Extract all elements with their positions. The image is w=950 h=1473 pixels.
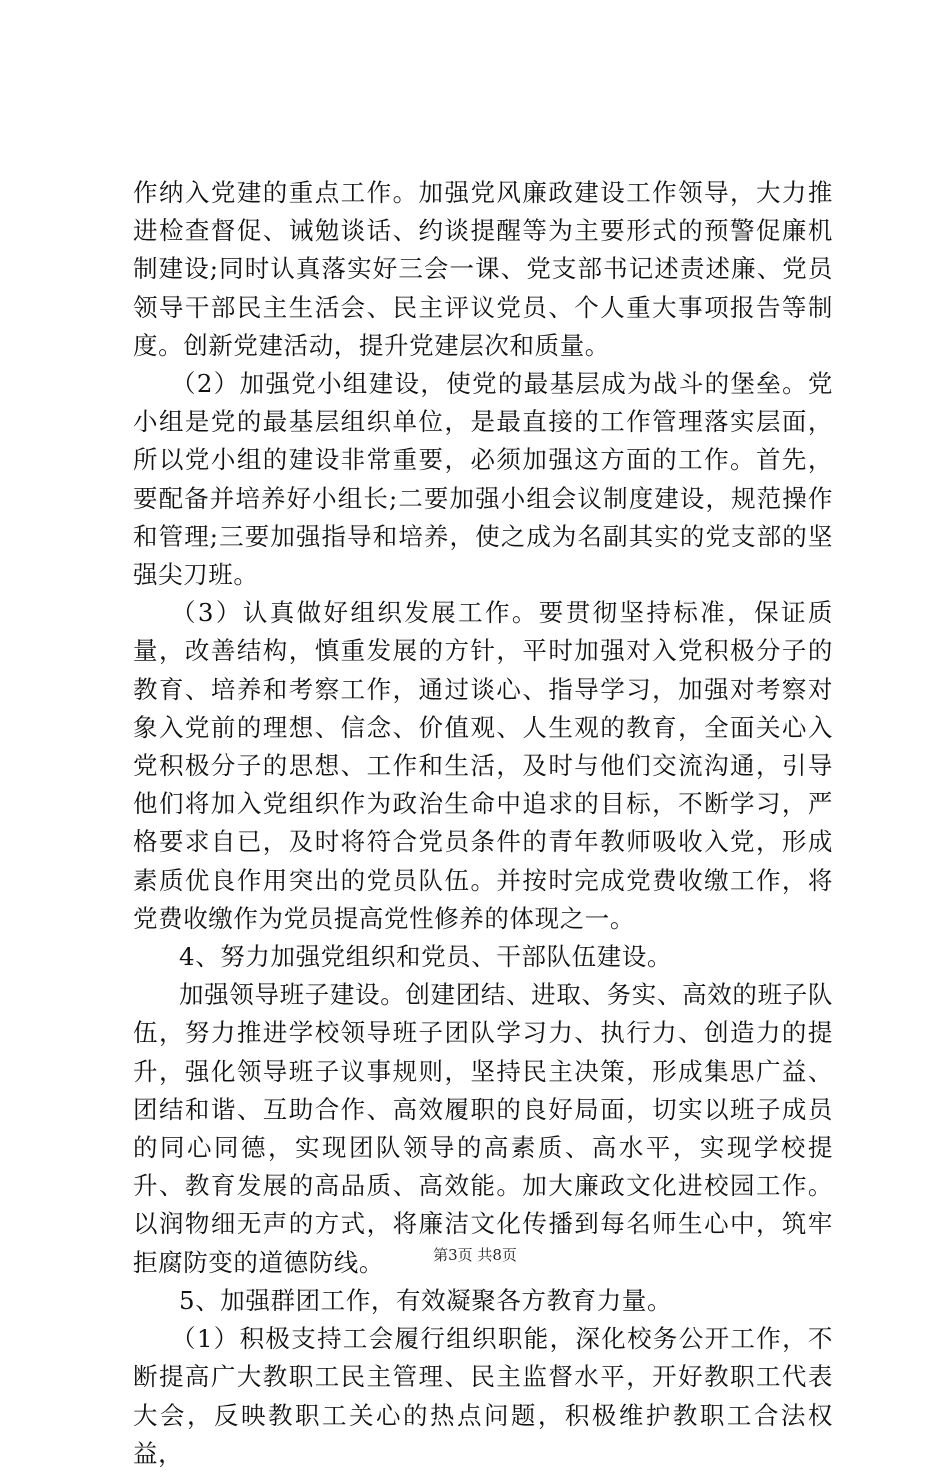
paragraph-organization-development: （3）认真做好组织发展工作。要贯彻坚持标准，保证质量，改善结构，慎重发展的方针，平时加强对入党积极分子的教育、培养和考察工作，通过谈心、指导学习，加强对考察对象入党前的理想、信念、价值观、人生观的教育，全面关心入党积极分子的思想、工作和生活，及时与他们交流沟通，引导他们将加入党组织作为政治生命中追求的目标，不断学习，严格要求自已，及时将符合党员条件的青年教师吸收入党，形成素质优良作用突出的党员队伍。并按时完成党费收缴工作，将党费收缴作为党员提高党性修养的体现之一。: [133, 598, 833, 933]
page-number-footer: 第3页 共8页: [433, 1246, 517, 1264]
section-heading-5: 5、加强群团工作，有效凝聚各方教育力量。: [179, 1285, 673, 1315]
paragraph-leadership-team: 加强领导班子建设。创建团结、进取、务实、高效的班子队伍，努力推进学校领导班子团队学习力、执行力、创造力的提升，强化领导班子议事规则，坚持民主决策，形成集思广益、团结和谐、互助合作、高效履职的良好局面，切实以班子成员的同心同德，实现团队领导的高素质、高水平，实现学校提升、教育发展的高品质、高效能。加大廉政文化进校园工作。以润物细无声的方式，将廉洁文化传播到每名师生心中，筑牢拒腐防变的道德防线。: [133, 980, 833, 1277]
paragraph-party-group-building: （2）加强党小组建设，使党的最基层成为战斗的堡垒。党小组是党的最基层组织单位，是最直接的工作管理落实层面，所以党小组的建设非常重要，必须加强这方面的工作。首先，要配备并培养好小组长;二要加强小组会议制度建设，规范操作和管理;三要加强指导和培养，使之成为名副其实的党支部的坚强尖刀班。: [133, 369, 833, 590]
paragraph-party-building-focus: 作纳入党建的重点工作。加强党风廉政建设工作领导，大力推进检查督促、诫勉谈话、约谈提醒等为主要形式的预警促廉机制建设;同时认真落实好三会一课、党支部书记述责述廉、党员领导干部民主生活会、民主评议党员、个人重大事项报告等制度。创新党建活动，提升党建层次和质量。: [133, 178, 833, 360]
paragraph-union-support: （1）积极支持工会履行组织职能，深化校务公开工作，不断提高广大教职工民主管理、民主监督水平，开好教职工代表大会，反映教职工关心的热点问题，积极维护教职工合法权益，: [133, 1324, 833, 1468]
section-heading-4: 4、努力加强党组织和党员、干部队伍建设。: [179, 942, 673, 972]
document-body: [133, 174, 833, 1473]
